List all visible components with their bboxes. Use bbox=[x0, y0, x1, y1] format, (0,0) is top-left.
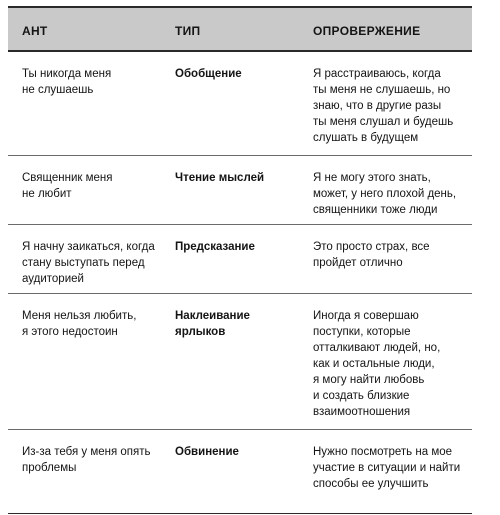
refutation-line: и создать близкие bbox=[313, 390, 410, 402]
refutation-line: Я расстраиваюсь, когда bbox=[313, 68, 441, 80]
table-row bbox=[8, 294, 472, 430]
refutation-line: поступки, которые bbox=[313, 326, 411, 338]
type-cell bbox=[175, 444, 295, 460]
ant-line: проблемы bbox=[22, 462, 77, 474]
ant-line: Ты никогда меня bbox=[22, 68, 112, 80]
refutation-cell bbox=[313, 444, 463, 492]
refutation-cell bbox=[313, 239, 463, 271]
ant-table bbox=[8, 6, 472, 514]
refutation-line: ты меня не слушаешь, но bbox=[313, 84, 451, 96]
table-row bbox=[8, 225, 472, 294]
refutation-line: отталкивают людей, но, bbox=[313, 342, 441, 354]
ant-line: не слушаешь bbox=[22, 84, 94, 96]
refutation-line: священники тоже люди bbox=[313, 204, 438, 216]
ant-cell bbox=[22, 170, 162, 202]
refutation-line: способы ее улучшить bbox=[313, 478, 429, 490]
ant-cell bbox=[22, 66, 162, 98]
type-cell bbox=[175, 170, 295, 186]
refutation-cell bbox=[313, 66, 463, 146]
table-row bbox=[8, 156, 472, 225]
refutation-cell bbox=[313, 308, 463, 420]
refutation-line: я могу найти любовь bbox=[313, 374, 425, 386]
ant-cell bbox=[22, 444, 162, 476]
table-header bbox=[8, 6, 472, 52]
ant-line: аудиторией bbox=[22, 273, 84, 285]
ant-line: стану выступать перед bbox=[22, 257, 145, 269]
ant-line: Из-за тебя у меня опять bbox=[22, 446, 151, 458]
ant-cell bbox=[22, 308, 162, 340]
refutation-line: Я не могу этого знать, bbox=[313, 172, 431, 184]
type-line: Обвинение bbox=[175, 446, 239, 458]
ant-line: Я начну заикаться, когда bbox=[22, 241, 155, 253]
table-row bbox=[8, 430, 472, 514]
header-refutation: ОПРОВЕРЖЕНИЕ bbox=[313, 24, 421, 38]
ant-cell bbox=[22, 239, 162, 287]
refutation-line: ты меня слушал и будешь bbox=[313, 116, 454, 128]
refutation-line: может, у него плохой день, bbox=[313, 188, 457, 200]
refutation-line: Нужно посмотреть на мое bbox=[313, 446, 453, 458]
refutation-line: слушать в будущем bbox=[313, 132, 419, 144]
type-line: Чтение мыслей bbox=[175, 172, 265, 184]
type-cell bbox=[175, 239, 295, 255]
ant-line: не любит bbox=[22, 188, 72, 200]
type-line: Обобщение bbox=[175, 68, 242, 80]
refutation-line: как и остальные люди, bbox=[313, 358, 435, 370]
refutation-cell bbox=[313, 170, 463, 218]
ant-line: я этого недостоин bbox=[22, 326, 118, 338]
refutation-line: взаимоотношения bbox=[313, 406, 411, 418]
refutation-line: Иногда я совершаю bbox=[313, 310, 419, 322]
ant-line: Меня нельзя любить, bbox=[22, 310, 137, 322]
refutation-line: знаю, что в другие разы bbox=[313, 100, 442, 112]
header-ant: АНТ bbox=[22, 24, 48, 38]
type-line: ярлыков bbox=[175, 326, 226, 338]
refutation-line: участие в ситуации и найти bbox=[313, 462, 461, 474]
table-row bbox=[8, 52, 472, 156]
refutation-line: пройдет отлично bbox=[313, 257, 403, 269]
type-line: Предсказание bbox=[175, 241, 255, 253]
refutation-line: Это просто страх, все bbox=[313, 241, 430, 253]
type-cell bbox=[175, 308, 295, 340]
header-type: ТИП bbox=[175, 24, 201, 38]
ant-line: Священник меня bbox=[22, 172, 113, 184]
type-cell bbox=[175, 66, 295, 82]
type-line: Наклеивание bbox=[175, 310, 250, 322]
